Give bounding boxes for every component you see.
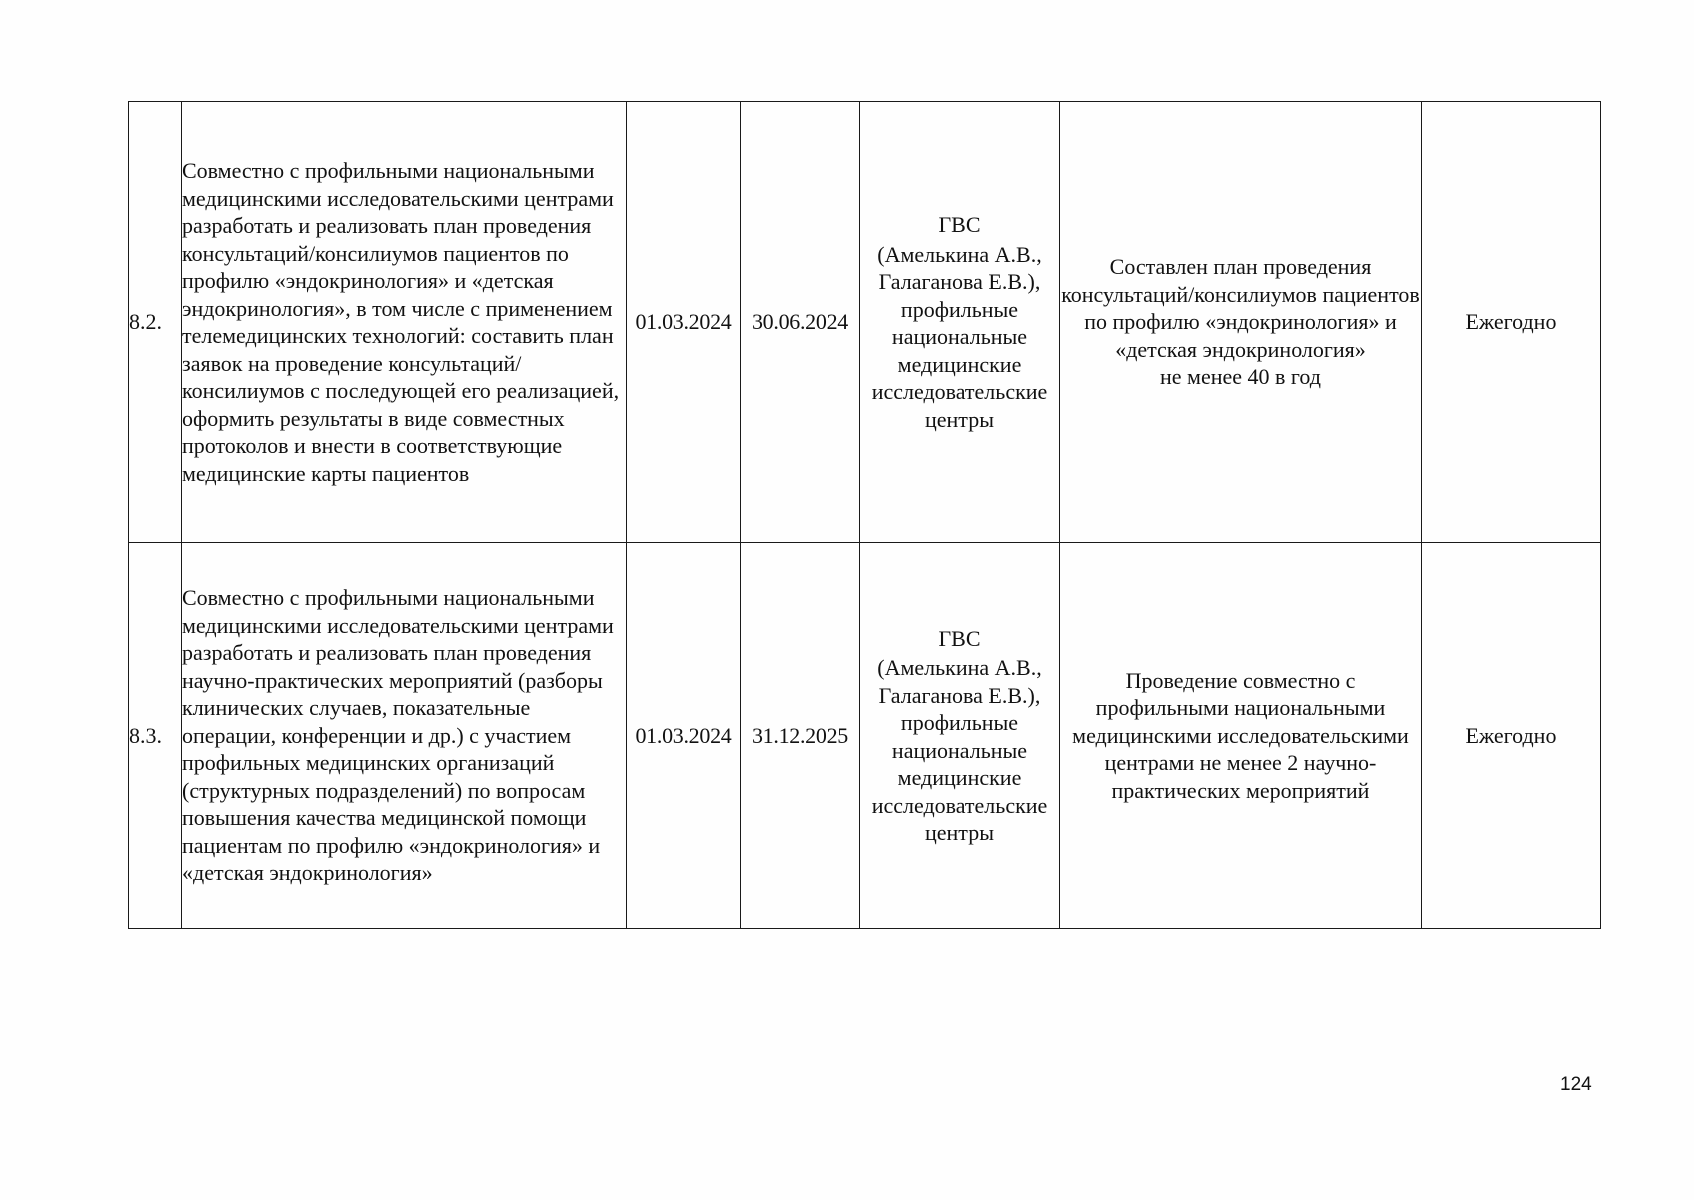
start-date-cell: 01.03.2024 [627, 102, 741, 543]
result-extra-text: не менее 40 в год [1160, 364, 1321, 390]
result-text: Проведение совместно с профильными национальными медицинскими исследовательскими центрами не менее 2 научно-практических мероприятий [1072, 667, 1409, 803]
responsible-cell [860, 543, 1060, 929]
periodicity-cell: Ежегодно [1422, 543, 1601, 929]
result-text: Составлен план проведения консультаций/консилиумов пациентов по профилю «эндокринология» и «детская эндокринология» [1061, 254, 1420, 362]
result-cell [1060, 102, 1422, 543]
responsible-head: ГВС [938, 212, 981, 237]
activity-description-cell: Совместно с профильными национальными медицинскими исследовательскими центрами разработать и реализовать план проведения консультаций/консилиумов пациентов по профилю «эндокринология» и «детская эндокринология», в том числе с применением телемедицинских технологий: составить план заявок на проведение консультаций/консилиумов с последующей его реализацией, оформить результаты в виде совместных протоколов и внести в соответствующие медицинские карты пациентов [182, 102, 627, 543]
plan-table [128, 101, 1601, 929]
table-row [129, 543, 1601, 929]
row-number-cell: 8.2. [129, 102, 182, 543]
responsible-cell [860, 102, 1060, 543]
periodicity-cell: Ежегодно [1422, 102, 1601, 543]
activity-description-cell: Совместно с профильными национальными медицинскими исследовательскими центрами разработать и реализовать план проведения научно-практических мероприятий (разборы клинических случаев, показательные операции, конференции и др.) с участием профильных медицинских организаций (структурных подразделений) по вопросам повышения качества медицинской помощи пациентам по профилю «эндокринология» и «детская эндокринология» [182, 543, 627, 929]
responsible-head: ГВС [938, 625, 981, 651]
responsible-details: (Амелькина А.В., Галаганова Е.В.), профильные национальные медицинские исследовательские центры [871, 241, 1048, 432]
end-date-cell: 31.12.2025 [741, 543, 860, 929]
responsible-details: (Амелькина А.В., Галаганова Е.В.), профильные национальные медицинские исследовательские центры [871, 655, 1048, 845]
table-row [129, 102, 1601, 543]
result-cell [1060, 543, 1422, 929]
start-date-cell: 01.03.2024 [627, 543, 741, 929]
page-number: 124 [1560, 1074, 1592, 1095]
end-date-cell: 30.06.2024 [741, 102, 860, 543]
row-number-cell: 8.3. [129, 543, 182, 929]
